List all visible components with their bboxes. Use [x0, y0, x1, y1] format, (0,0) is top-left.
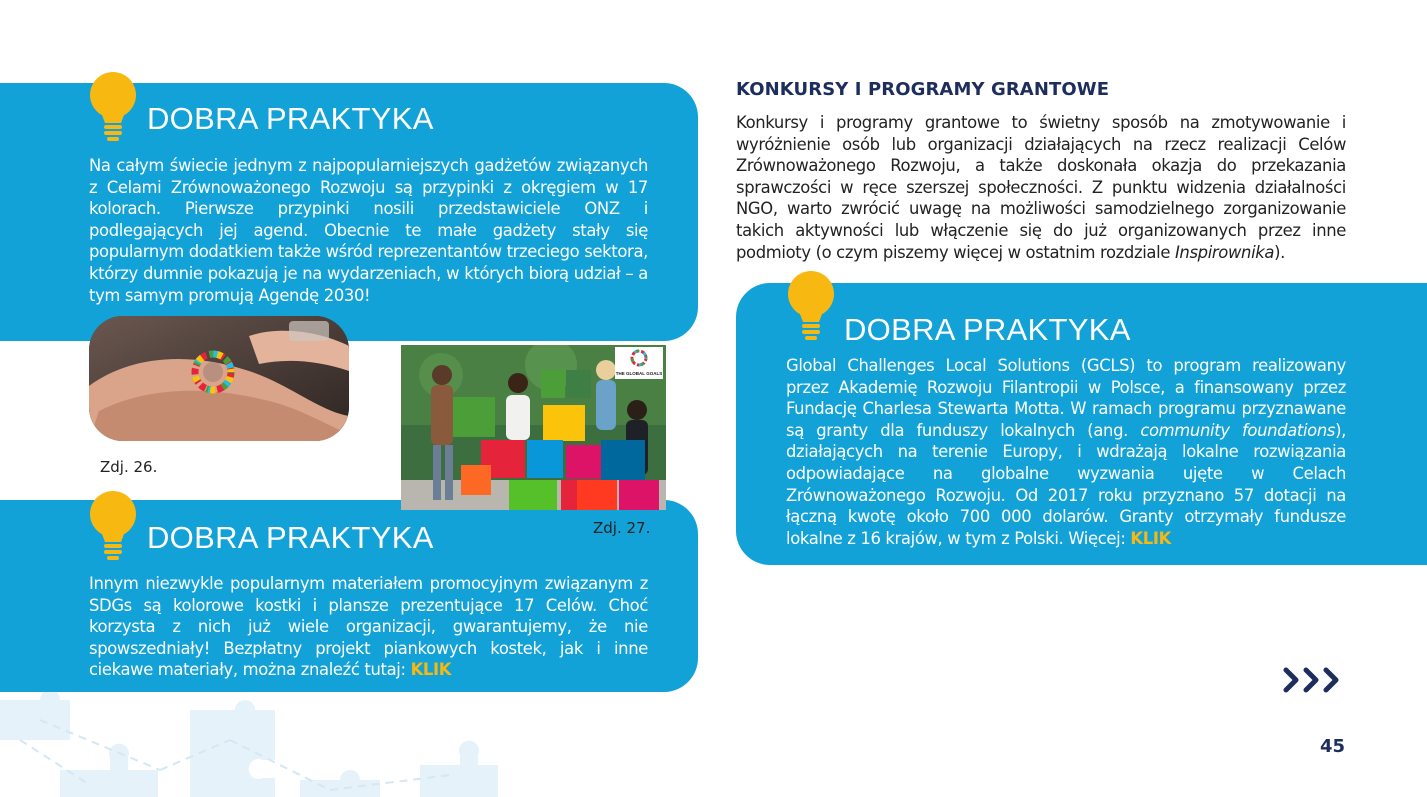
- panel-text-part: Global Challenges Local Solutions (GCLS) to program realizowany przez Akademię Rozwoju Filantropii w Polsce, a finansowany przez Fundację Charlesa Stewarta Motta. W ramach programu przyznawane są granty dla funduszy lokalnych (ang.: [786, 356, 1346, 440]
- lightbulb-icon: [785, 270, 837, 342]
- panel-text-italic: community foundations: [1140, 420, 1336, 440]
- page-number: 45: [1320, 736, 1346, 757]
- section-title: KONKURSY I PROGRAMY GRANTOWE: [736, 79, 1110, 100]
- photo-sdg-cubes: [401, 345, 666, 510]
- lightbulb-icon: [87, 490, 139, 562]
- klik-link[interactable]: KLIK: [410, 660, 452, 680]
- panel-body-text: Na całym świecie jednym z najpopularniejszych gadżetów związanych z Celami Zrównoważonego Rozwoju są przypinki z okręgiem w 17 kolorach. Pierwsze przypinki nosili przedstawiciele ONZ i podlegających jej agend. Obecnie te małe gadżety stały się popularnym dodatkiem także wśród reprezentantów trzeciego sektora, którzy dumnie pokazują je na wydarzeniach, w których biorą udział – a tym samym promują Agendę 2030!: [89, 156, 648, 305]
- klik-link[interactable]: KLIK: [1130, 528, 1171, 548]
- panel-body-content: Innym niezwykle popularnym materiałem promocyjnym związanym z SDGs są kolorowe kostki i plansze prezentujące 17 Celów. Choć korzysta z nich już wiele organizacji, gwarantujemy, że nie spowszedniały! Bezpłatny projekt piankowych kostek, jak i inne ciekawe materiały, można znaleźć tutaj:: [89, 574, 648, 680]
- panel-body-text: [89, 573, 648, 681]
- section-body-text: [736, 112, 1346, 263]
- panel-body-text: [786, 355, 1346, 549]
- panel-heading: DOBRA PRAKTYKA: [147, 101, 434, 136]
- triple-chevron-right-icon[interactable]: [1282, 664, 1346, 696]
- photo-caption: Zdj. 26.: [100, 458, 158, 476]
- panel-heading: DOBRA PRAKTYKA: [147, 520, 434, 555]
- global-goals-logo: THE GLOBAL GOALS: [615, 371, 663, 376]
- photo-caption: Zdj. 27.: [593, 519, 651, 537]
- lightbulb-icon: [87, 71, 139, 143]
- panel-text-end: ), działających na terenie Europy, i wdrażają lokalne rozwiązania odpowiadające na globalne wyzwania ujęte w Celach Zrównoważonego Rozwoju. Od 2017 roku przyznano 57 dotacji na łączną kwotę około 700 000 dolarów. Granty otrzymały fundusze lokalne z 16 krajów, w tym z Polski. Więcej:: [786, 420, 1346, 548]
- section-text-end: ).: [1274, 242, 1286, 262]
- section-text-part: Konkursy i programy grantowe to świetny sposób na zmotywowanie i wyróżnienie osób lub organizacji działających na rzecz realizacji Celów Zrównoważonego Rozwoju, a także doskonała okazja do przekazania sprawczości w ręce szerszej społeczności. Z punktu widzenia działalności NGO, warto zwrócić uwagę na możliwości samodzielnego zorganizowanie takich aktywności lub włączenie się do już organizowanych przez inne podmioty (o czym piszemy więcej w ostatnim rozdziale: [736, 113, 1346, 262]
- puzzle-background-decoration: [0, 680, 520, 797]
- photo-sdg-pin-in-hand: [89, 316, 349, 441]
- section-text-italic: Inspirownika: [1174, 242, 1275, 262]
- panel-heading: DOBRA PRAKTYKA: [844, 312, 1131, 347]
